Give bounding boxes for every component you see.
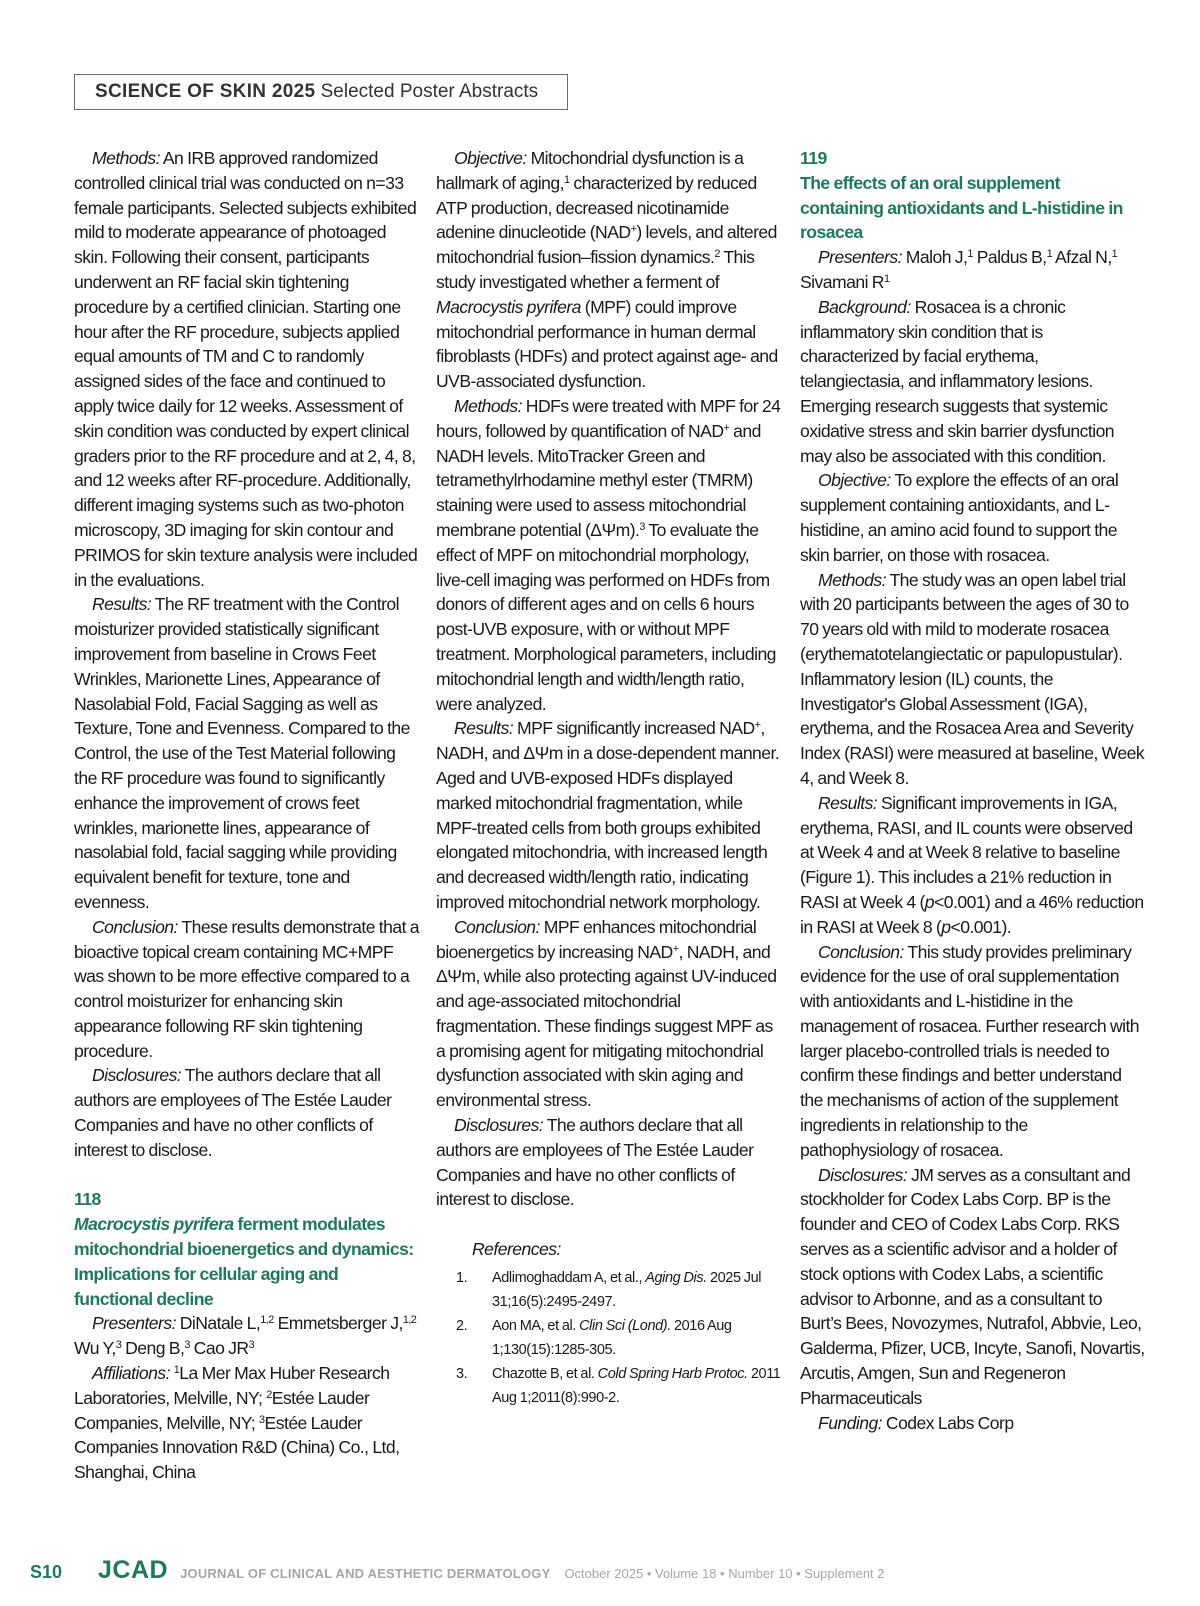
affiliation-text: Estée Lauder Companies Innovation R&D (China) Co., Ltd, Shanghai, China	[74, 1412, 400, 1483]
conclusion-text: , NADH, and ΔΨm, while also protecting against UV-induced and age-associated mitochondrial fragmentation. These findings suggest MPF as a promising agent for mitigating mitochondrial dysfunction associated with skin aging and environmental stress.	[436, 941, 777, 1111]
results-paragraph	[74, 592, 419, 914]
affiliation-sup: 2	[266, 1388, 272, 1401]
methods-text: HDFs were treated with MPF for 24 hours, followed by quantification of NAD	[436, 395, 781, 441]
results-text: The RF treatment with the Control moisturizer provided statistically significant improvement from baseline in Crows Feet Wrinkles, Marionette Lines, Appearance of Nasolabial Fold, Facial Sagging as well as Texture, Tone and Evenness. Compared to the Control, the use of the Test Material following the RF procedure was found to significantly enhance the improvement of crows feet wrinkles, marionette lines, appearance of nasolabial fold, facial sagging while providing equivalent benefit for texture, tone and evenness.	[74, 594, 410, 912]
methods-text: To evaluate the effect of MPF on mitochondrial morphology, live-cell imaging was performed on HDFs from donors of different ages and on cells 6 hours post-UVB exposure, with or without MPF treatment. Morphological parameters, including mitochondrial length and width/length ratio, were analyzed.	[436, 519, 776, 714]
disclosures-paragraph	[436, 1113, 781, 1212]
citation-sup: 3	[639, 520, 645, 533]
abstract-title-italic: Macrocystis pyrifera	[74, 1214, 234, 1235]
methods-paragraph	[436, 394, 781, 716]
funding-label: Funding:	[818, 1412, 883, 1433]
methods-paragraph	[74, 146, 419, 592]
presenter-sup: 1	[883, 272, 890, 285]
results-label: Results:	[454, 718, 514, 739]
affiliation-sup: 1	[173, 1364, 180, 1377]
methods-text: An IRB approved randomized controlled clinical trial was conducted on n=33 female participants. Selected subjects exhibited mild to moderate appearance of photoaged skin. Following their consent, participants underwent an RF facial skin tightening procedure by a certified clinician. Starting one hour after the RF procedure, subjects applied equal amounts of TM and C to randomly assigned sides of the face and continued to apply twice daily for 12 weeks. Assessment of skin condition was conducted by expert clinical graders prior to the RF procedure and at 2, 4, 8, and 12 weeks after RF-procedure. Additionally, different imaging systems such as two-photon microscopy, 3D imaging for skin contour and PRIMOS for skin texture analysis were included in the evaluations.	[74, 148, 418, 590]
column-1	[74, 146, 419, 1485]
presenter-name: Paldus B,	[972, 247, 1047, 268]
plus-sup: +	[630, 223, 637, 236]
conclusion-paragraph	[800, 940, 1145, 1163]
presenter-sup: 3	[248, 1339, 255, 1352]
results-paragraph	[800, 791, 1145, 940]
reference-journal: Aging Dis.	[645, 1269, 707, 1286]
reference-item	[436, 1266, 781, 1314]
background-text: Rosacea is a chronic inflammatory skin condition that is characterized by facial erythema, telangiectasia, and inflammatory lesions. Emerging research suggests that systemic oxidative stress and skin barrier dysfunction may also be associated with this condition.	[800, 296, 1115, 466]
conclusion-paragraph	[436, 915, 781, 1113]
reference-number: 3.	[456, 1365, 468, 1382]
presenter-sup: 1	[1111, 248, 1118, 261]
presenter-name: Maloh J,	[901, 247, 968, 268]
section-header	[74, 74, 568, 110]
disclosures-label: Disclosures:	[92, 1065, 182, 1086]
disclosures-text: JM serves as a consultant and stockholder for Codex Labs Corp. BP is the founder and CEO of Codex Labs Corp. RKS serves as a scientific advisor and a holder of stock options with Codex Labs, a scientific advisor to Arbonne, and as a consultant to Burt’s Bees, Novozymes, Nutrafol, Abbvie, Leo, Galderma, Pfizer, UCB, Incyte, Sanofi, Novartis, Arcutis, Amgen, Sun and Regeneron Pharmaceuticals	[800, 1164, 1145, 1408]
results-label: Results:	[92, 594, 152, 615]
methods-text: The study was an open label trial with 20 participants between the ages of 30 to 70 years old with mild to moderate rosacea (erythematotelangiectatic or papulopustular). Inflammatory lesion (IL) counts, the Investigator's Global Assessment (IGA), erythema, and the Rosacea Area and Severity Index (RASI) were measured at baseline, Week 4, and Week 8.	[800, 569, 1145, 788]
reference-text: Chazotte B, et al. Cold Spring Harb Protoc. 2011 Aug 1;2011(8):990-2.	[492, 1365, 781, 1406]
presenter-name: Emmetsberger J,	[273, 1313, 403, 1334]
species-name: Macrocystis pyrifera	[436, 296, 581, 317]
references-label: References:	[472, 1239, 561, 1260]
background-paragraph	[800, 295, 1145, 469]
funding-text: Codex Labs Corp	[882, 1412, 1014, 1433]
abstract-title-118	[74, 1212, 419, 1311]
objective-text: Mitochondrial dysfunction is a hallmark of aging,	[436, 148, 744, 193]
affiliations-label: Affiliations:	[92, 1363, 170, 1384]
plus-sup: +	[754, 719, 761, 732]
results-label: Results:	[818, 792, 878, 813]
presenter-sup: 3	[184, 1339, 190, 1352]
section-header-rest: Selected Poster Abstracts	[320, 81, 539, 102]
conclusion-label: Conclusion:	[92, 916, 178, 937]
objective-paragraph	[800, 468, 1145, 567]
results-text: <0.001) and a 46% reduction in RASI at Week 8 (	[800, 891, 1144, 937]
affiliation-sup: 3	[259, 1413, 265, 1426]
objective-text: (MPF) could improve mitochondrial performance in human dermal fibroblasts (HDFs) and protect against age- and UVB-associated dysfunction.	[436, 296, 778, 392]
results-text: Significant improvements in IGA, erythema, RASI, and IL counts were observed at Week 4 and at Week 8 relative to baseline (Figure 1). This includes a 21% reduction in RASI at Week 4 (	[800, 792, 1133, 912]
disclosures-paragraph	[74, 1063, 419, 1162]
background-label: Background:	[818, 296, 911, 317]
abstract-title-rest: ferment modulates mitochondrial bioenergetics and dynamics: Implications for cellular aging and functional decline	[74, 1214, 414, 1309]
presenter-sup: 1,2	[260, 1314, 274, 1327]
presenter-sup: 1	[1046, 248, 1053, 261]
results-text: <0.001).	[950, 916, 1012, 937]
column-2	[436, 146, 781, 1410]
presenter-sup: 3	[115, 1339, 122, 1352]
presenter-sup: 1,2	[402, 1314, 417, 1327]
conclusion-paragraph	[74, 915, 419, 1064]
issue-info: October 2025 • Volume 18 • Number 10 • Supplement 2	[564, 1566, 885, 1581]
journal-name: JOURNAL OF CLINICAL AND AESTHETIC DERMATOLOGY	[180, 1566, 551, 1581]
presenter-name: Sivamani R	[800, 271, 884, 292]
presenters-paragraph	[800, 245, 1145, 295]
reference-text: Aon MA, et al. Clin Sci (Lond). 2016 Aug 1;130(15):1285-305.	[492, 1317, 732, 1358]
presenter-name: Deng B,	[121, 1338, 185, 1359]
affiliations-paragraph	[74, 1361, 419, 1485]
section-header-bold: SCIENCE OF SKIN 2025	[95, 81, 316, 102]
reference-number: 2.	[456, 1317, 468, 1334]
presenters-label: Presenters:	[92, 1313, 176, 1334]
presenter-name: DiNatale L,	[175, 1313, 261, 1334]
conclusion-text: This study provides preliminary evidence for the use of oral supplementation with antioxidants and L-histidine in the management of rosacea. Further research with larger placebo-controlled trials is needed to confirm these findings and better understand the mechanisms of action of the supplement ingredients in relationship to the pathophysiology of rosacea.	[800, 941, 1140, 1160]
page-footer	[30, 1556, 1190, 1588]
disclosures-paragraph	[800, 1163, 1145, 1411]
methods-text: and NADH levels. MitoTracker Green and tetramethylrhodamine methyl ester (TMRM) staining were used to assess mitochondrial membrane potential (ΔΨm).	[436, 420, 761, 540]
disclosures-text: The authors declare that all authors are employees of The Estée Lauder Companies and have no other conflicts of interest to disclose.	[436, 1115, 754, 1210]
results-text: , NADH, and ΔΨm in a dose-dependent manner. Aged and UVB-exposed HDFs displayed marked mitochondrial fragmentation, while MPF-treated cells from both groups exhibited elongated mitochondria, with increased length and decreased width/length ratio, indicating improved mitochondrial network morphology.	[436, 718, 780, 912]
objective-label: Objective:	[818, 470, 891, 491]
conclusion-text: These results demonstrate that a bioactive topical cream containing MC+MPF was shown to be more effective compared to a control moisturizer for enhancing skin appearance following RF skin tightening procedure.	[74, 916, 420, 1061]
methods-label: Methods:	[454, 395, 522, 416]
p-value-symbol: p	[924, 891, 935, 912]
reference-journal: Cold Spring Harb Protoc.	[597, 1365, 748, 1382]
page-number: S10	[30, 1562, 63, 1582]
affiliation-text: La Mer Max Huber Research Laboratories, Melville, NY;	[74, 1363, 390, 1408]
conclusion-text: MPF enhances mitochondrial bioenergetics by increasing NAD	[436, 916, 757, 962]
plus-sup: +	[672, 942, 679, 955]
abstract-number-118: 118	[74, 1189, 101, 1210]
results-paragraph	[436, 716, 781, 914]
disclosures-text: The authors declare that all authors are employees of The Estée Lauder Companies and have no other conflicts of interest to disclose.	[74, 1065, 392, 1160]
objective-label: Objective:	[454, 148, 527, 168]
methods-label: Methods:	[818, 569, 886, 590]
abstract-title-119: The effects of an oral supplement containing antioxidants and L-histidine in rosacea	[800, 172, 1123, 243]
affiliation-text: Estée Lauder Companies, Melville, NY;	[74, 1387, 370, 1433]
reference-item	[436, 1314, 781, 1362]
reference-number: 1.	[456, 1269, 468, 1286]
objective-text: characterized by reduced ATP production, decreased nicotinamide adenine dinucleotide (NAD	[436, 172, 757, 243]
presenters-paragraph	[74, 1311, 419, 1361]
reference-journal: Clin Sci (Lond).	[579, 1317, 671, 1334]
journal-logo: JCAD	[98, 1556, 169, 1584]
funding-paragraph	[800, 1411, 1145, 1436]
presenter-sup: 1	[967, 248, 973, 261]
p-value-symbol: p	[941, 916, 951, 937]
column-3	[800, 146, 1145, 1435]
disclosures-label: Disclosures:	[818, 1164, 908, 1185]
presenter-name: Wu Y,	[74, 1338, 116, 1359]
reference-item	[436, 1362, 781, 1410]
presenters-label: Presenters:	[818, 247, 902, 268]
objective-paragraph	[436, 146, 781, 394]
references-list	[436, 1266, 781, 1410]
citation-sup: 2	[714, 248, 720, 261]
objective-text: This study investigated whether a ferment of	[436, 247, 755, 292]
reference-text: Adlimoghaddam A, et al., Aging Dis. 2025 Jul 31;16(5):2495-2497.	[492, 1269, 762, 1310]
objective-text: ) levels, and altered mitochondrial fusion–fission dynamics.	[436, 222, 777, 268]
objective-text: To explore the effects of an oral supplement containing antioxidants, and L-histidine, an amino acid found to support the skin barrier, on those with rosacea.	[800, 470, 1119, 565]
results-text: MPF significantly increased NAD	[513, 718, 755, 739]
abstract-number-119: 119	[800, 148, 827, 168]
disclosures-label: Disclosures:	[454, 1115, 544, 1136]
methods-paragraph	[800, 568, 1145, 791]
conclusion-label: Conclusion:	[818, 941, 904, 962]
plus-sup: +	[723, 421, 730, 434]
presenter-name: Afzal N,	[1052, 247, 1112, 268]
conclusion-label: Conclusion:	[454, 916, 540, 937]
methods-label: Methods:	[92, 148, 160, 168]
presenter-name: Cao JR	[189, 1338, 249, 1359]
citation-sup: 1	[563, 173, 570, 186]
